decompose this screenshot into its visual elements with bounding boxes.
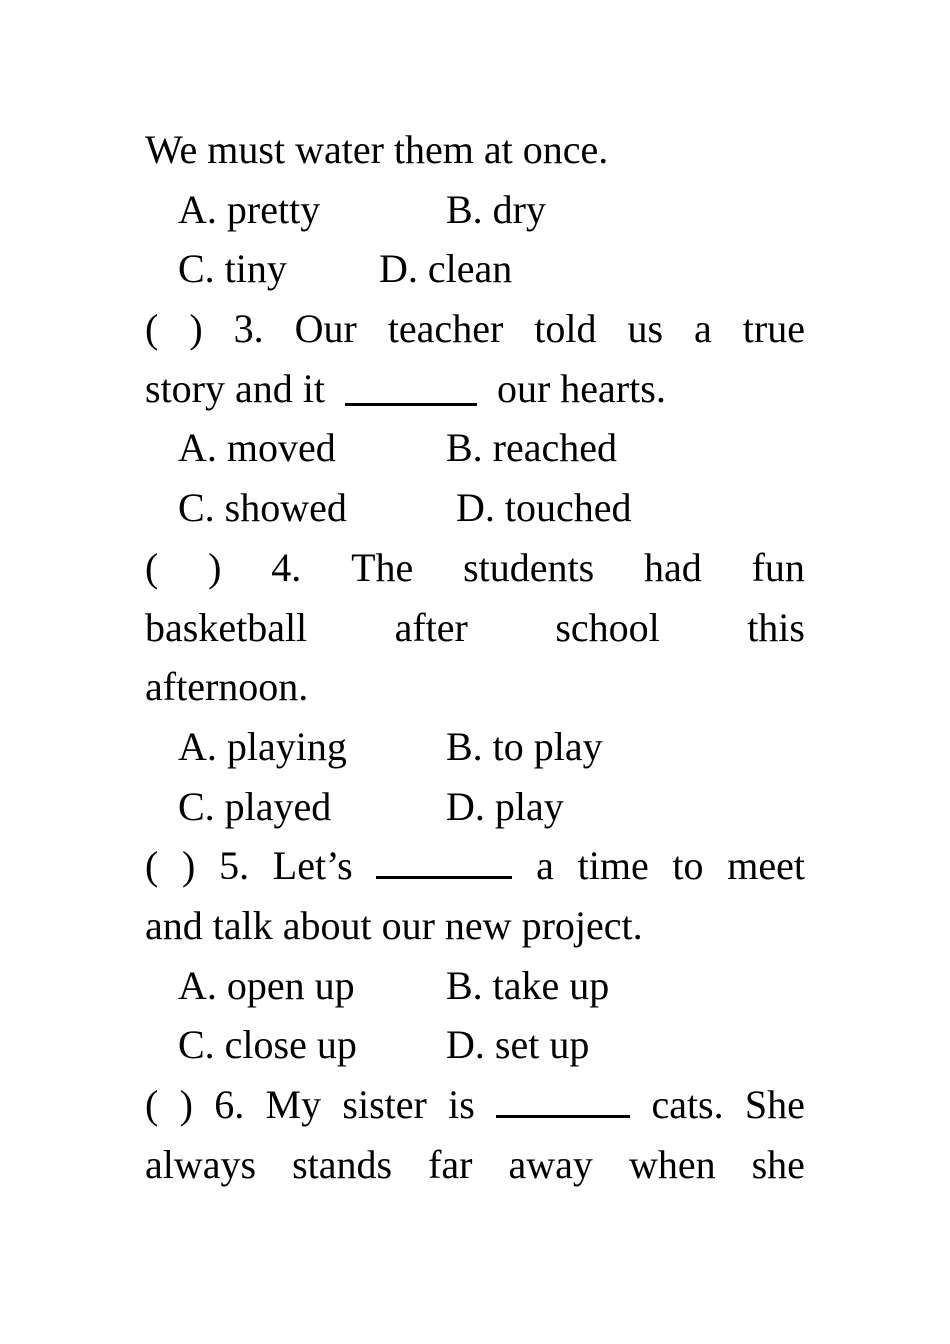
answer-blank[interactable]	[496, 1114, 630, 1118]
answer-blank[interactable]	[345, 402, 477, 406]
options-row	[145, 956, 805, 1016]
answer-paren-close: )	[182, 843, 196, 889]
word: when	[628, 1141, 716, 1187]
question-number: 4.	[271, 544, 302, 590]
question-text	[145, 120, 805, 1194]
word: a	[536, 843, 554, 889]
word: teacher	[387, 306, 504, 352]
sentence-part: story and it	[145, 365, 325, 411]
word: Our	[294, 306, 357, 352]
option-c: C. showed	[178, 485, 347, 531]
question-6-line-1	[145, 1075, 805, 1135]
text-line	[145, 120, 805, 180]
option-c: C. tiny	[178, 246, 287, 292]
word: after	[394, 604, 468, 650]
word: stands	[292, 1141, 393, 1187]
answer-paren-open: (	[145, 544, 159, 590]
option-a: A. moved	[178, 425, 336, 471]
question-4-line-3	[145, 657, 805, 717]
word: sister	[342, 1082, 427, 1127]
word: My	[265, 1082, 322, 1127]
question-6-line-2	[145, 1135, 805, 1195]
options-row	[145, 717, 805, 777]
sentence: We must water them at once.	[145, 127, 609, 172]
options-row	[145, 1015, 805, 1075]
option-d: D. play	[446, 783, 564, 829]
word: a	[694, 306, 712, 352]
option-a: A. playing	[178, 723, 347, 769]
word: had	[644, 544, 702, 590]
word: told	[534, 306, 597, 352]
option-d: D. clean	[379, 246, 513, 292]
sentence-part: afternoon.	[145, 664, 309, 710]
word: true	[742, 306, 805, 352]
word: us	[627, 306, 664, 352]
option-c: C. close up	[178, 1022, 357, 1068]
options-row	[145, 777, 805, 837]
question-number: 3.	[233, 306, 264, 352]
word: she	[751, 1141, 805, 1187]
options-row	[145, 180, 805, 240]
question-number: 6.	[214, 1082, 245, 1127]
option-a: A. open up	[178, 962, 355, 1008]
answer-paren-open: (	[145, 843, 159, 889]
word: this	[747, 604, 805, 650]
option-d: D. set up	[446, 1022, 590, 1068]
sentence-part: and talk about our new project.	[145, 902, 643, 948]
option-a: A. pretty	[178, 186, 321, 232]
word: The	[351, 544, 414, 590]
question-5-line-2	[145, 896, 805, 956]
question-4-line-1	[145, 538, 805, 598]
word: meet	[727, 843, 805, 889]
word: is	[448, 1082, 475, 1127]
word: school	[555, 604, 660, 650]
option-b: B. to play	[446, 723, 603, 769]
sentence-part: our hearts.	[496, 365, 666, 411]
word: cats.	[651, 1082, 724, 1127]
word: students	[463, 544, 595, 590]
word: Let’s	[272, 843, 353, 889]
options-row	[145, 418, 805, 478]
option-d: D. touched	[456, 485, 632, 531]
word: to	[672, 843, 704, 889]
question-number: 5.	[219, 843, 250, 889]
word: away	[508, 1141, 593, 1187]
answer-blank[interactable]	[376, 875, 512, 879]
option-b: B. reached	[446, 425, 618, 471]
word: far	[428, 1141, 473, 1187]
word: always	[145, 1141, 257, 1187]
options-row	[145, 239, 805, 299]
question-3-line-2	[145, 359, 805, 419]
word: time	[577, 843, 649, 889]
answer-paren-close: )	[208, 544, 222, 590]
question-3-line-1	[145, 299, 805, 359]
word: fun	[751, 544, 805, 590]
question-5-line-1	[145, 836, 805, 896]
word: basketball	[145, 604, 308, 650]
answer-paren-open: (	[145, 306, 159, 352]
answer-paren-close: )	[179, 1082, 193, 1127]
option-b: B. dry	[446, 186, 546, 232]
answer-paren-close: )	[189, 306, 203, 352]
answer-paren-open: (	[145, 1082, 159, 1127]
option-b: B. take up	[446, 962, 610, 1008]
options-row	[145, 478, 805, 538]
option-c: C. played	[178, 783, 332, 829]
word: She	[744, 1082, 805, 1127]
question-4-line-2	[145, 598, 805, 658]
